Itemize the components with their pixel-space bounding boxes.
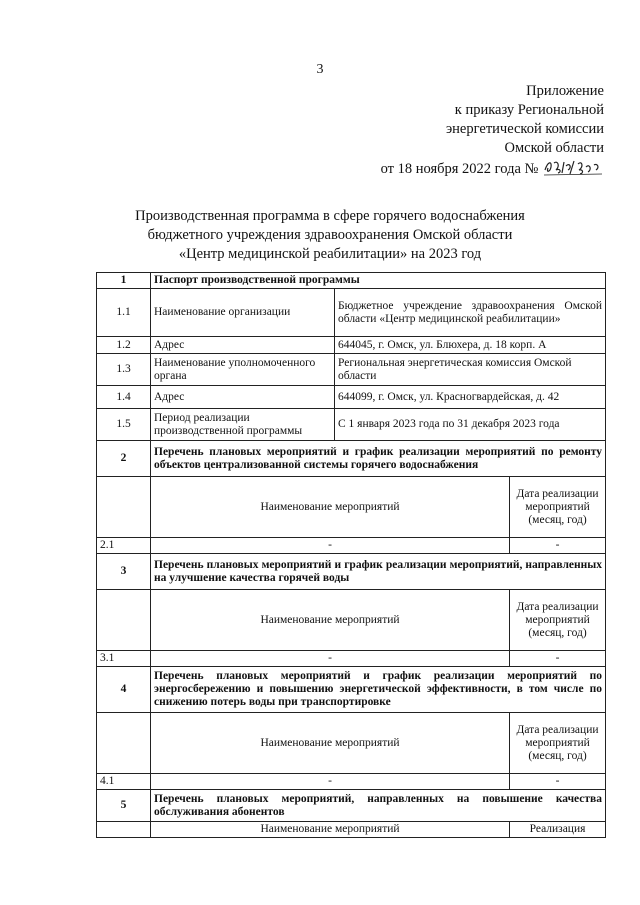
section-row — [97, 790, 606, 822]
row-name: - — [151, 651, 510, 667]
empty-cell — [97, 713, 151, 774]
column-header-name: Наименование мероприятий — [151, 590, 510, 651]
row-value: С 1 января 2023 года по 31 декабря 2023 года — [335, 409, 606, 441]
empty-cell — [97, 822, 151, 838]
row-number: 1.3 — [97, 354, 151, 386]
table-row — [97, 386, 606, 409]
appendix-header — [381, 82, 604, 179]
empty-cell — [97, 477, 151, 538]
table-row — [97, 538, 606, 554]
table-row — [97, 651, 606, 667]
column-header-date: Реализация — [510, 822, 606, 838]
section-number: 5 — [97, 790, 151, 822]
section-title: Перечень плановых мероприятий и график реализации мероприятий, направленных на улучшение качества горячей воды — [151, 554, 606, 590]
column-header-date: Дата реализации мероприятий (месяц, год) — [510, 713, 606, 774]
section-row — [97, 273, 606, 289]
appendix-line: к приказу Региональной — [454, 102, 604, 118]
page-number: 3 — [316, 62, 324, 77]
row-value: Региональная энергетическая комиссия Омской области — [335, 354, 606, 386]
row-value: 644045, г. Омск, ул. Блюхера, д. 18 корп. А — [335, 337, 606, 354]
row-value: 644099, г. Омск, ул. Красногвардейская, д. 42 — [335, 386, 606, 409]
table-row — [97, 354, 606, 386]
appendix-line: энергетической комиссии — [445, 121, 604, 137]
table-row — [97, 409, 606, 441]
section-number: 1 — [97, 273, 151, 289]
appendix-order-line — [381, 158, 604, 179]
column-header-row — [97, 713, 606, 774]
column-header-row — [97, 590, 606, 651]
row-date: - — [510, 774, 606, 790]
title-line: бюджетного учреждения здравоохранения Омской области — [147, 227, 513, 243]
table-row — [97, 774, 606, 790]
title-line: «Центр медицинской реабилитации» на 2023 год — [178, 246, 482, 262]
row-label: Адрес — [151, 337, 335, 354]
production-program-table — [96, 272, 606, 838]
appendix-line: Приложение — [526, 83, 604, 99]
column-header-row — [97, 822, 606, 838]
row-name: - — [151, 538, 510, 554]
order-date: от 18 ноября 2022 года № — [380, 161, 539, 177]
column-header-name: Наименование мероприятий — [151, 822, 510, 838]
row-number: 2.1 — [97, 538, 151, 554]
row-label: Наименование уполномоченного органа — [151, 354, 335, 386]
row-value: Бюджетное учреждение здравоохранения Омской области «Центр медицинской реабилитации» — [335, 289, 606, 337]
title-line: Производственная программа в сфере горячего водоснабжения — [135, 208, 525, 224]
empty-cell — [97, 590, 151, 651]
row-label: Наименование организации — [151, 289, 335, 337]
section-row — [97, 667, 606, 713]
row-number: 1.2 — [97, 337, 151, 354]
row-number: 1.5 — [97, 409, 151, 441]
section-number: 3 — [97, 554, 151, 590]
section-title: Перечень плановых мероприятий, направленных на повышение качества обслуживания абонентов — [151, 790, 606, 822]
section-title: Перечень плановых мероприятий и график реализации мероприятий по энергосбережению и повышению энергетической эффективности, в том числе по снижению потерь воды при транспортировке — [151, 667, 606, 713]
row-number: 3.1 — [97, 651, 151, 667]
table-row — [97, 289, 606, 337]
row-number: 1.1 — [97, 289, 151, 337]
column-header-name: Наименование мероприятий — [151, 713, 510, 774]
column-header-date: Дата реализации мероприятий (месяц, год) — [510, 477, 606, 538]
appendix-line: Омской области — [504, 140, 604, 156]
handwritten-order-number-signature — [542, 158, 604, 176]
row-number: 1.4 — [97, 386, 151, 409]
column-header-name: Наименование мероприятий — [151, 477, 510, 538]
column-header-row — [97, 477, 606, 538]
table-row — [97, 337, 606, 354]
section-title: Паспорт производственной программы — [151, 273, 606, 289]
section-number: 4 — [97, 667, 151, 713]
document-title — [60, 207, 600, 264]
row-date: - — [510, 651, 606, 667]
row-label: Период реализации производственной программы — [151, 409, 335, 441]
section-row — [97, 554, 606, 590]
row-date: - — [510, 538, 606, 554]
section-title: Перечень плановых мероприятий и график реализации мероприятий по ремонту объектов централизованной системы горячего водоснабжения — [151, 441, 606, 477]
column-header-date: Дата реализации мероприятий (месяц, год) — [510, 590, 606, 651]
row-label: Адрес — [151, 386, 335, 409]
section-row — [97, 441, 606, 477]
section-number: 2 — [97, 441, 151, 477]
row-name: - — [151, 774, 510, 790]
row-number: 4.1 — [97, 774, 151, 790]
